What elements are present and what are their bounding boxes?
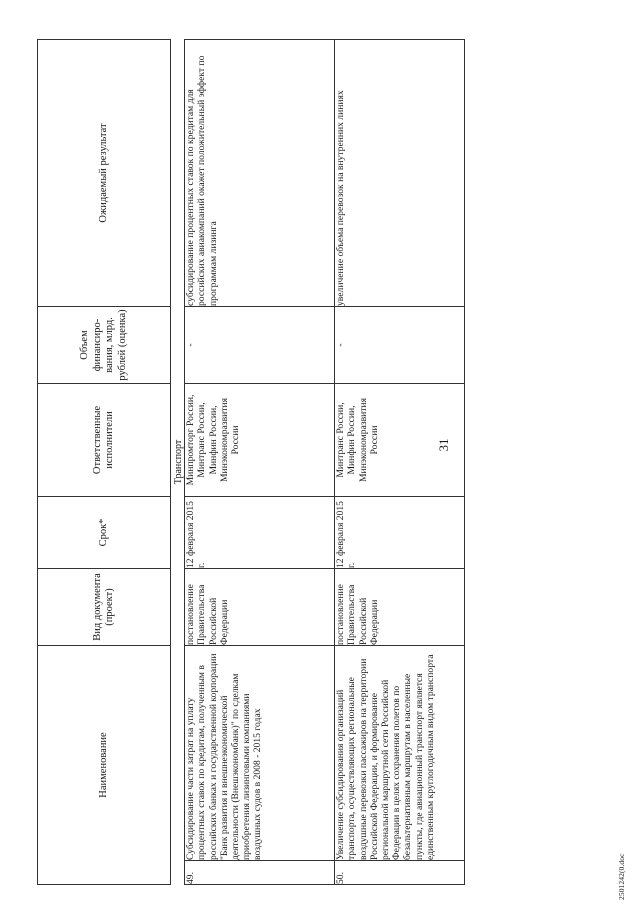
table-row — [335, 39, 465, 884]
header-doc-type: Вид документа (проект) — [38, 568, 171, 645]
table-header-row — [38, 39, 171, 884]
row-number: 50. — [335, 861, 465, 885]
header-result: Ожидаемый результат — [38, 39, 171, 306]
document-id: 2501242(0.doc — [617, 853, 626, 900]
row-deadline: 12 февраля 2015 г. — [185, 496, 335, 568]
header-name: Наименование — [38, 645, 171, 884]
row-doc-type: постановление Правительства Российской Федерации — [335, 568, 465, 645]
row-number: 49. — [185, 861, 335, 885]
page-number: 31 — [436, 438, 451, 452]
table-row — [185, 39, 335, 884]
row-doc-type: постановление Правительства Российской Федерации — [185, 568, 335, 645]
row-funding: - — [335, 306, 465, 383]
row-name: Субсидирование части затрат на уплату процентных ставок по кредитам, полученным в российских банках и государственной корпорации "Банк развития и внешнеэкономической деятельности (Внешэкономбанк)" по сделкам приобретения лизинговыми компаниями воздушных судов в 2008 - 2015 годах — [185, 645, 335, 860]
row-funding: - — [185, 306, 335, 383]
section-title: Транспорт — [173, 439, 184, 485]
row-result: субсидирование процентных ставок по кредитам для российских авиакомпаний окажет положительный эффект по программам лизинга — [185, 39, 335, 306]
header-funding: Объем финансиро-вания, млрд. рублей (оценка) — [38, 306, 171, 383]
row-result: увеличение объема перевозок на внутренних линиях — [335, 39, 465, 306]
header-deadline: Срок* — [38, 496, 171, 568]
row-name: Увеличение субсидирования организаций транспорта, осуществляющих региональные воздушные перевозки пассажиров на территории Российской Федерации, и формирование региональной маршрутной сети Российской Федерации в целях сохранения полетов по безальтернативным маршрутам в населенные пункты, где авиационный транспорт является единственным круглогодичным видом транспорта — [335, 645, 465, 860]
section-row — [171, 39, 185, 884]
row-responsible: Минтранс России, Минфин России, Минэкономразвития России — [335, 383, 465, 496]
row-deadline: 12 февраля 2015 г. — [335, 496, 465, 568]
measures-table — [37, 39, 465, 885]
row-responsible: Минпромторг России, Минтранс России, Минфин России, Минэкономразвития России — [185, 383, 335, 496]
header-responsible: Ответственные исполнители — [38, 383, 171, 496]
